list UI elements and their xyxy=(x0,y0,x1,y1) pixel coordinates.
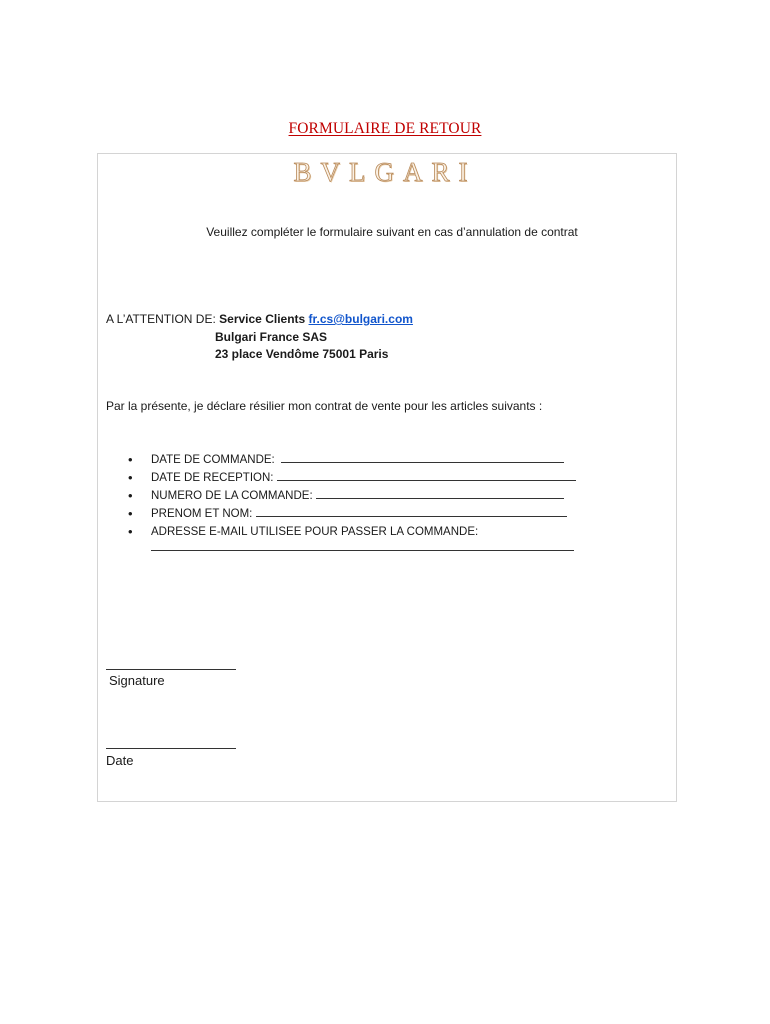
list-item xyxy=(128,487,576,505)
bulgari-logo: BVLGARI xyxy=(293,157,477,187)
attention-block xyxy=(106,311,413,364)
company-address: 23 place Vendôme 75001 Paris xyxy=(215,347,389,361)
list-item xyxy=(128,451,576,469)
declaration-text: Par la présente, je déclare résilier mon contrat de vente pour les articles suivants : xyxy=(106,399,543,413)
signature-line[interactable] xyxy=(106,669,236,670)
field-label: NUMERO DE LA COMMANDE: xyxy=(151,490,313,502)
date-line[interactable] xyxy=(106,748,236,749)
email-link[interactable]: fr.cs@bulgari.com xyxy=(308,312,413,326)
field-blank[interactable] xyxy=(277,469,576,481)
form-title: FORMULAIRE DE RETOUR xyxy=(288,120,482,137)
fields-list xyxy=(128,451,576,551)
list-item xyxy=(128,469,576,487)
field-label: ADRESSE E-MAIL UTILISEE POUR PASSER LA COMMANDE: xyxy=(151,526,479,538)
company-name: Bulgari France SAS xyxy=(215,329,328,344)
signature-label: Signature xyxy=(109,673,165,688)
list-item xyxy=(128,505,576,523)
field-blank[interactable] xyxy=(256,505,567,517)
field-label: PRENOM ET NOM: xyxy=(151,508,253,520)
field-label: DATE DE RECEPTION: xyxy=(151,472,274,484)
field-blank[interactable] xyxy=(316,487,564,499)
date-label: Date xyxy=(106,753,134,768)
list-item xyxy=(128,523,576,551)
attention-recipient: Service Clients xyxy=(219,312,306,326)
intro-text: Veuillez compléter le formulaire suivant en cas d’annulation de contrat xyxy=(206,225,578,239)
field-blank[interactable] xyxy=(281,451,564,463)
attention-prefix: A L’ATTENTION DE: xyxy=(106,312,216,326)
field-label: DATE DE COMMANDE: xyxy=(151,454,275,466)
field-blank[interactable] xyxy=(151,541,574,551)
